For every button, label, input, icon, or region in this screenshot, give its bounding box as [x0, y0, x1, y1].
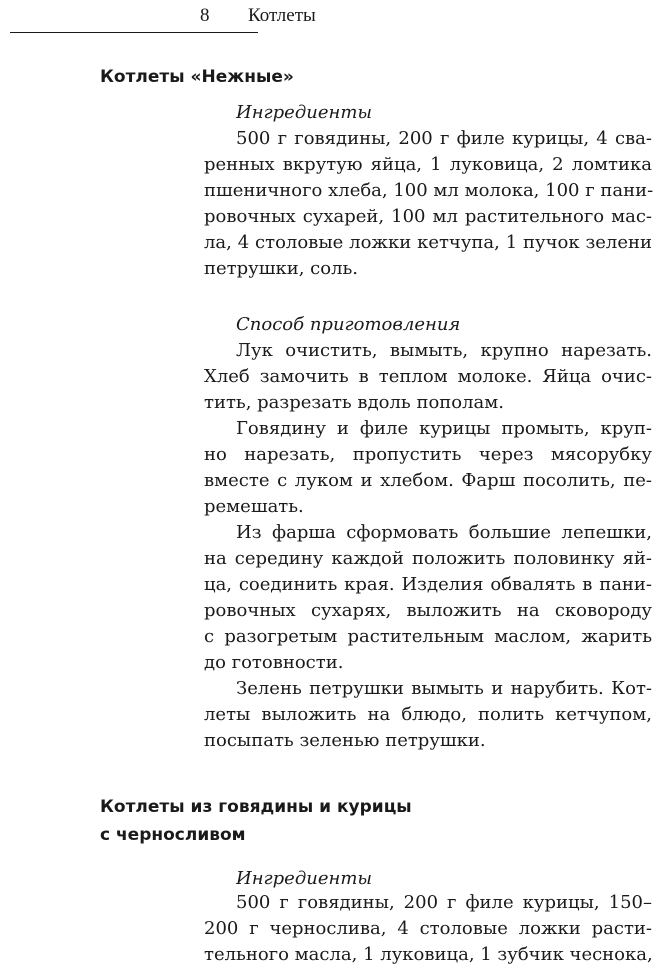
text-line: ла, 4 столовые ложки кетчупа, 1 пучок зелени	[204, 232, 652, 253]
text-line: Говядину и филе курицы промыть, круп-	[236, 418, 652, 439]
text-line: ремешать.	[204, 496, 304, 517]
ingredients-paragraph	[204, 890, 652, 968]
ingredients-heading: Ингредиенты	[236, 102, 373, 123]
text-line: петрушки, соль.	[204, 258, 359, 279]
method-paragraph	[204, 520, 652, 676]
text-line: ца, соединить края. Изделия обвалять в пани-	[204, 574, 652, 595]
text-line: 200 г чернослива, 4 столовые ложки расти-	[204, 918, 652, 939]
header-rule	[10, 32, 258, 33]
text-line: тить, разрезать вдоль пополам.	[204, 392, 504, 413]
text-line: Хлеб замочить в теплом молоке. Яйца очис-	[204, 366, 652, 387]
text-line: Зелень петрушки вымыть и нарубить. Кот-	[236, 678, 652, 699]
recipe-title-continued: с черносливом	[100, 825, 246, 845]
text-line: до готовности.	[204, 652, 344, 673]
text-line: Лук очистить, вымыть, крупно нарезать.	[236, 340, 652, 361]
text-line: ровочных сухарей, 100 мл растительного мас-	[204, 206, 652, 227]
method-paragraph	[204, 676, 652, 754]
text-line: 500 г говядины, 200 г филе курицы, 4 сва-	[236, 128, 652, 149]
text-line: тельного масла, 1 луковица, 1 зубчик чеснока,	[204, 944, 653, 965]
text-line: вместе с луком и хлебом. Фарш посолить, пе-	[204, 470, 652, 491]
method-paragraph	[204, 338, 652, 416]
page-number: 8	[200, 5, 210, 26]
text-line: 500 г говядины, 200 г филе курицы, 150–	[236, 892, 652, 913]
method-paragraph	[204, 416, 652, 520]
text-line: пшеничного хлеба, 100 мл молока, 100 г пани-	[204, 180, 654, 201]
recipe-title: Котлеты «Нежные»	[100, 67, 294, 87]
running-head	[200, 4, 316, 28]
text-line: на середину каждой положить половинку яй-	[204, 548, 652, 569]
text-line: с разогретым растительным маслом, жарить	[204, 626, 652, 647]
section-title: Котлеты	[248, 5, 316, 26]
ingredients-heading: Ингредиенты	[236, 868, 373, 889]
text-line: Из фарша сформовать большие лепешки,	[236, 522, 652, 543]
recipe-title: Котлеты из говядины и курицы	[100, 797, 412, 817]
text-line: ровочных сухарях, выложить на сковороду	[204, 600, 652, 621]
text-line: леты выложить на блюдо, полить кетчупом,	[204, 704, 652, 725]
text-line: но нарезать, пропустить через мясорубку	[204, 444, 652, 465]
text-line: посыпать зеленью петрушки.	[204, 730, 486, 751]
text-line: ренных вкрутую яйца, 1 луковица, 2 ломтика	[204, 154, 652, 175]
method-heading: Способ приготовления	[236, 314, 461, 335]
ingredients-paragraph	[204, 126, 652, 282]
